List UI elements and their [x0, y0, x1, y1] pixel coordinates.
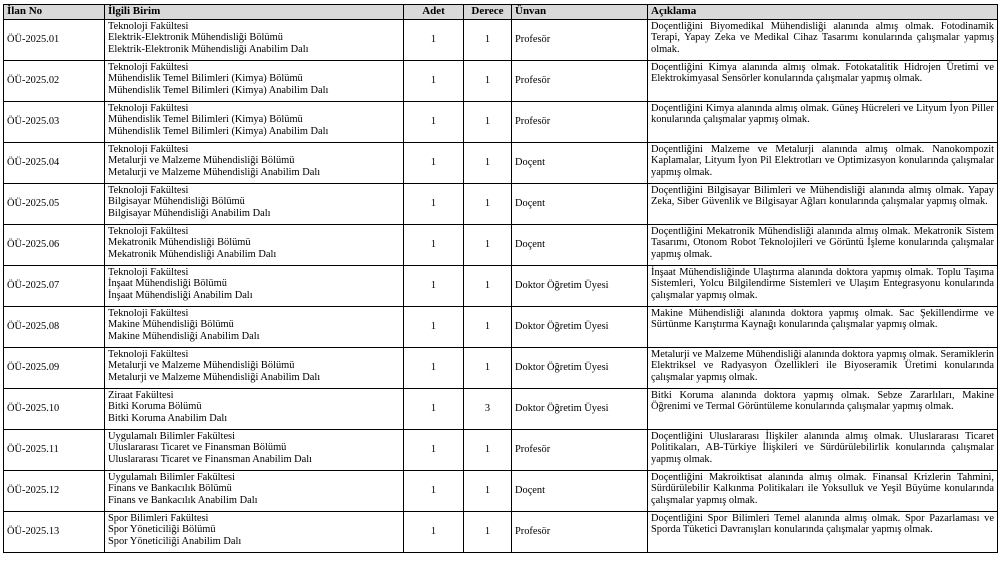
- derece-cell: 1: [464, 430, 512, 471]
- birim-cell: [105, 225, 404, 266]
- birim-cell: [105, 430, 404, 471]
- birim-line: Teknoloji Fakültesi: [108, 267, 189, 278]
- birim-line: Spor Yöneticiliği Anabilim Dalı: [108, 535, 242, 547]
- birim-line: İnşaat Mühendisliği Bölümü: [108, 278, 227, 290]
- aciklama-cell: Doçentliğini Mekatronik Mühendisliği alanında almış olmak. Mekatronik Sistem Tasarımı, Otonom Robot Teknolojileri ve Görüntü İşleme konularında çalışmalar yapmış olmak.: [648, 225, 998, 266]
- unvan-cell: Doktor Öğretim Üyesi: [512, 348, 648, 389]
- birim-line: Teknoloji Fakültesi: [108, 226, 189, 237]
- ilan-no-cell: ÖÜ-2025.03: [4, 102, 105, 143]
- header-row: [4, 5, 998, 20]
- ilan-no-cell: ÖÜ-2025.01: [4, 20, 105, 61]
- birim-line: Bilgisayar Mühendisliği Anabilim Dalı: [108, 207, 271, 219]
- unvan-cell: Doktor Öğretim Üyesi: [512, 266, 648, 307]
- ilan-no-cell: ÖÜ-2025.04: [4, 143, 105, 184]
- adet-cell: 1: [404, 20, 464, 61]
- ilan-no-cell: ÖÜ-2025.13: [4, 512, 105, 553]
- birim-cell: [105, 389, 404, 430]
- birim-line: Bitki Koruma Anabilim Dalı: [108, 412, 228, 424]
- derece-cell: 1: [464, 20, 512, 61]
- table-row: [4, 266, 998, 307]
- unvan-cell: Doçent: [512, 225, 648, 266]
- adet-cell: 1: [404, 143, 464, 184]
- ilan-no-cell: ÖÜ-2025.08: [4, 307, 105, 348]
- aciklama-cell: Doçentliğini Malzeme ve Metalurji alanında almış olmak. Nanokompozit Kaplamalar, Lityum İyon Pil Elektrotları ve Optimizasyon konularında çalışmalar yapmış olmak.: [648, 143, 998, 184]
- birim-line: Bilgisayar Mühendisliği Bölümü: [108, 196, 245, 208]
- unvan-cell: Doçent: [512, 471, 648, 512]
- table-row: [4, 61, 998, 102]
- header-unvan: Ünvan: [512, 5, 648, 20]
- header-aciklama: Açıklama: [648, 5, 998, 20]
- birim-line: Teknoloji Fakültesi: [108, 308, 189, 319]
- table-row: [4, 389, 998, 430]
- birim-cell: [105, 102, 404, 143]
- birim-cell: [105, 471, 404, 512]
- birim-line: Teknoloji Fakültesi: [108, 62, 189, 73]
- table-row: [4, 184, 998, 225]
- birim-line: Teknoloji Fakültesi: [108, 144, 189, 155]
- header-derece: Derece: [464, 5, 512, 20]
- birim-line: Metalurji ve Malzeme Mühendisliği Bölümü: [108, 360, 295, 372]
- unvan-cell: Doktor Öğretim Üyesi: [512, 389, 648, 430]
- derece-cell: 1: [464, 143, 512, 184]
- table-row: [4, 20, 998, 61]
- aciklama-cell: Doçentliğini Makroiktisat alanında almış olmak. Finansal Krizlerin Tahmini, Sürdürülebilir Kalkınma Politikaları ile Yoksulluk ve Yeşil Büyüme konularında çalışmalar yapmış olmak.: [648, 471, 998, 512]
- birim-cell: [105, 348, 404, 389]
- birim-line: Elektrik-Elektronik Mühendisliği Anabilim Dalı: [108, 43, 309, 55]
- derece-cell: 1: [464, 61, 512, 102]
- derece-cell: 1: [464, 266, 512, 307]
- birim-line: Mühendislik Temel Bilimleri (Kimya) Anabilim Dalı: [108, 84, 329, 96]
- birim-line: Mühendislik Temel Bilimleri (Kimya) Bölümü: [108, 73, 303, 85]
- unvan-cell: Profesör: [512, 512, 648, 553]
- aciklama-cell: Doçentliğini Kimya alanında almış olmak. Fotokatalitik Hidrojen Üretimi ve Elektrokimyasal Sensörler konularında çalışmalar yapmış olmak.: [648, 61, 998, 102]
- ilan-no-cell: ÖÜ-2025.12: [4, 471, 105, 512]
- birim-cell: [105, 512, 404, 553]
- birim-line: Makine Mühendisliği Anabilim Dalı: [108, 330, 260, 342]
- ilan-no-cell: ÖÜ-2025.07: [4, 266, 105, 307]
- aciklama-cell: İnşaat Mühendisliğinde Ulaştırma alanında doktora yapmış olmak. Toplu Taşıma Sistemleri, Yolcu Bilgilendirme Sistemleri ve Ulaşım Entegrasyonu konularında çalışmalar yapmış olmak.: [648, 266, 998, 307]
- birim-line: Metalurji ve Malzeme Mühendisliği Anabilim Dalı: [108, 371, 321, 383]
- unvan-cell: Profesör: [512, 61, 648, 102]
- ilan-no-cell: ÖÜ-2025.05: [4, 184, 105, 225]
- aciklama-cell: Makine Mühendisliği alanında doktora yapmış olmak. Sac Şekillendirme ve Sürtünme Karıştırma Kaynağı konularında çalışmalar yapmış olmak.: [648, 307, 998, 348]
- derece-cell: 1: [464, 348, 512, 389]
- aciklama-cell: Metalurji ve Malzeme Mühendisliği alanında doktora yapmış olmak. Seramiklerin Elektriksel ve Radyasyon Özellikleri ile Biyoseramik Üretimi konularında çalışmalar yapmış olmak.: [648, 348, 998, 389]
- adet-cell: 1: [404, 61, 464, 102]
- birim-line: Teknoloji Fakültesi: [108, 103, 189, 114]
- derece-cell: 1: [464, 471, 512, 512]
- birim-line: Uluslararası Ticaret ve Finansman Anabilim Dalı: [108, 453, 313, 465]
- birim-cell: [105, 266, 404, 307]
- adet-cell: 1: [404, 225, 464, 266]
- table-body: [4, 20, 998, 553]
- adet-cell: 1: [404, 430, 464, 471]
- birim-line: Metalurji ve Malzeme Mühendisliği Bölümü: [108, 155, 295, 167]
- birim-line: Ziraat Fakültesi: [108, 390, 174, 401]
- birim-line: Mühendislik Temel Bilimleri (Kimya) Bölümü: [108, 114, 303, 126]
- birim-cell: [105, 143, 404, 184]
- unvan-cell: Profesör: [512, 430, 648, 471]
- birim-cell: [105, 184, 404, 225]
- table-row: [4, 471, 998, 512]
- birim-line: Teknoloji Fakültesi: [108, 21, 189, 32]
- derece-cell: 1: [464, 512, 512, 553]
- birim-line: Bitki Koruma Bölümü: [108, 401, 202, 413]
- unvan-cell: Profesör: [512, 20, 648, 61]
- derece-cell: 1: [464, 307, 512, 348]
- ilan-no-cell: ÖÜ-2025.09: [4, 348, 105, 389]
- birim-line: Teknoloji Fakültesi: [108, 349, 189, 360]
- header-ilan-no: İlan No: [4, 5, 105, 20]
- adet-cell: 1: [404, 389, 464, 430]
- adet-cell: 1: [404, 512, 464, 553]
- unvan-cell: Doçent: [512, 143, 648, 184]
- adet-cell: 1: [404, 348, 464, 389]
- derece-cell: 1: [464, 225, 512, 266]
- derece-cell: 1: [464, 102, 512, 143]
- header-birim: İlgili Birim: [105, 5, 404, 20]
- aciklama-cell: Bitki Koruma alanında doktora yapmış olmak. Sebze Zararlıları, Makine Öğrenimi ve Termal Görüntüleme konularında çalışmalar yapmış olmak.: [648, 389, 998, 430]
- birim-line: Uluslararası Ticaret ve Finansman Bölümü: [108, 442, 287, 454]
- unvan-cell: Doktor Öğretim Üyesi: [512, 307, 648, 348]
- aciklama-cell: Doçentliğini Uluslararası İlişkiler alanında almış olmak. Uluslararası Ticaret Politikaları, AB-Türkiye İlişkileri ve Sürdürülebilirlik konularında çalışmalar yapmış olmak.: [648, 430, 998, 471]
- birim-line: Finans ve Bankacılık Bölümü: [108, 483, 232, 495]
- ilan-no-cell: ÖÜ-2025.06: [4, 225, 105, 266]
- ilan-no-cell: ÖÜ-2025.11: [4, 430, 105, 471]
- birim-cell: [105, 61, 404, 102]
- birim-line: Uygulamalı Bilimler Fakültesi: [108, 431, 235, 442]
- aciklama-cell: Doçentliğini Biyomedikal Mühendisliği alanında almış olmak. Fotodinamik Terapi, Yapay Zeka ve Medikal Cihaz Tasarımı konularında çalışmalar yapmış olmak.: [648, 20, 998, 61]
- adet-cell: 1: [404, 184, 464, 225]
- table-row: [4, 102, 998, 143]
- birim-cell: [105, 307, 404, 348]
- birim-line: Uygulamalı Bilimler Fakültesi: [108, 472, 235, 483]
- birim-line: Metalurji ve Malzeme Mühendisliği Anabilim Dalı: [108, 166, 321, 178]
- birim-line: Mekatronik Mühendisliği Anabilim Dalı: [108, 248, 277, 260]
- adet-cell: 1: [404, 266, 464, 307]
- adet-cell: 1: [404, 102, 464, 143]
- header-adet: Adet: [404, 5, 464, 20]
- birim-line: Spor Yöneticiliği Bölümü: [108, 524, 216, 536]
- aciklama-cell: Doçentliğini Spor Bilimleri Temel alanında almış olmak. Spor Pazarlaması ve Sporda Tüketici Davranışları konularında çalışmalar yapmış olmak.: [648, 512, 998, 553]
- birim-line: Makine Mühendisliği Bölümü: [108, 319, 234, 331]
- adet-cell: 1: [404, 307, 464, 348]
- table-row: [4, 225, 998, 266]
- table-row: [4, 307, 998, 348]
- announcement-table: [3, 4, 998, 553]
- birim-line: İnşaat Mühendisliği Anabilim Dalı: [108, 289, 253, 301]
- unvan-cell: Doçent: [512, 184, 648, 225]
- aciklama-cell: Doçentliğini Bilgisayar Bilimleri ve Mühendisliği alanında almış olmak. Yapay Zeka, Siber Güvenlik ve Bilgisayar Ağları konularında çalışmalar yapmış olmak.: [648, 184, 998, 225]
- unvan-cell: Profesör: [512, 102, 648, 143]
- adet-cell: 1: [404, 471, 464, 512]
- birim-line: Finans ve Bankacılık Anabilim Dalı: [108, 494, 258, 506]
- birim-line: Mekatronik Mühendisliği Bölümü: [108, 237, 251, 249]
- aciklama-cell: Doçentliğini Kimya alanında almış olmak. Güneş Hücreleri ve Lityum İyon Piller konularında çalışmalar yapmış olmak.: [648, 102, 998, 143]
- ilan-no-cell: ÖÜ-2025.02: [4, 61, 105, 102]
- table-row: [4, 348, 998, 389]
- table-row: [4, 430, 998, 471]
- birim-cell: [105, 20, 404, 61]
- birim-line: Teknoloji Fakültesi: [108, 185, 189, 196]
- birim-line: Spor Bilimleri Fakültesi: [108, 513, 209, 524]
- birim-line: Elektrik-Elektronik Mühendisliği Bölümü: [108, 32, 283, 44]
- table-row: [4, 143, 998, 184]
- ilan-no-cell: ÖÜ-2025.10: [4, 389, 105, 430]
- derece-cell: 3: [464, 389, 512, 430]
- derece-cell: 1: [464, 184, 512, 225]
- birim-line: Mühendislik Temel Bilimleri (Kimya) Anabilim Dalı: [108, 125, 329, 137]
- table-row: [4, 512, 998, 553]
